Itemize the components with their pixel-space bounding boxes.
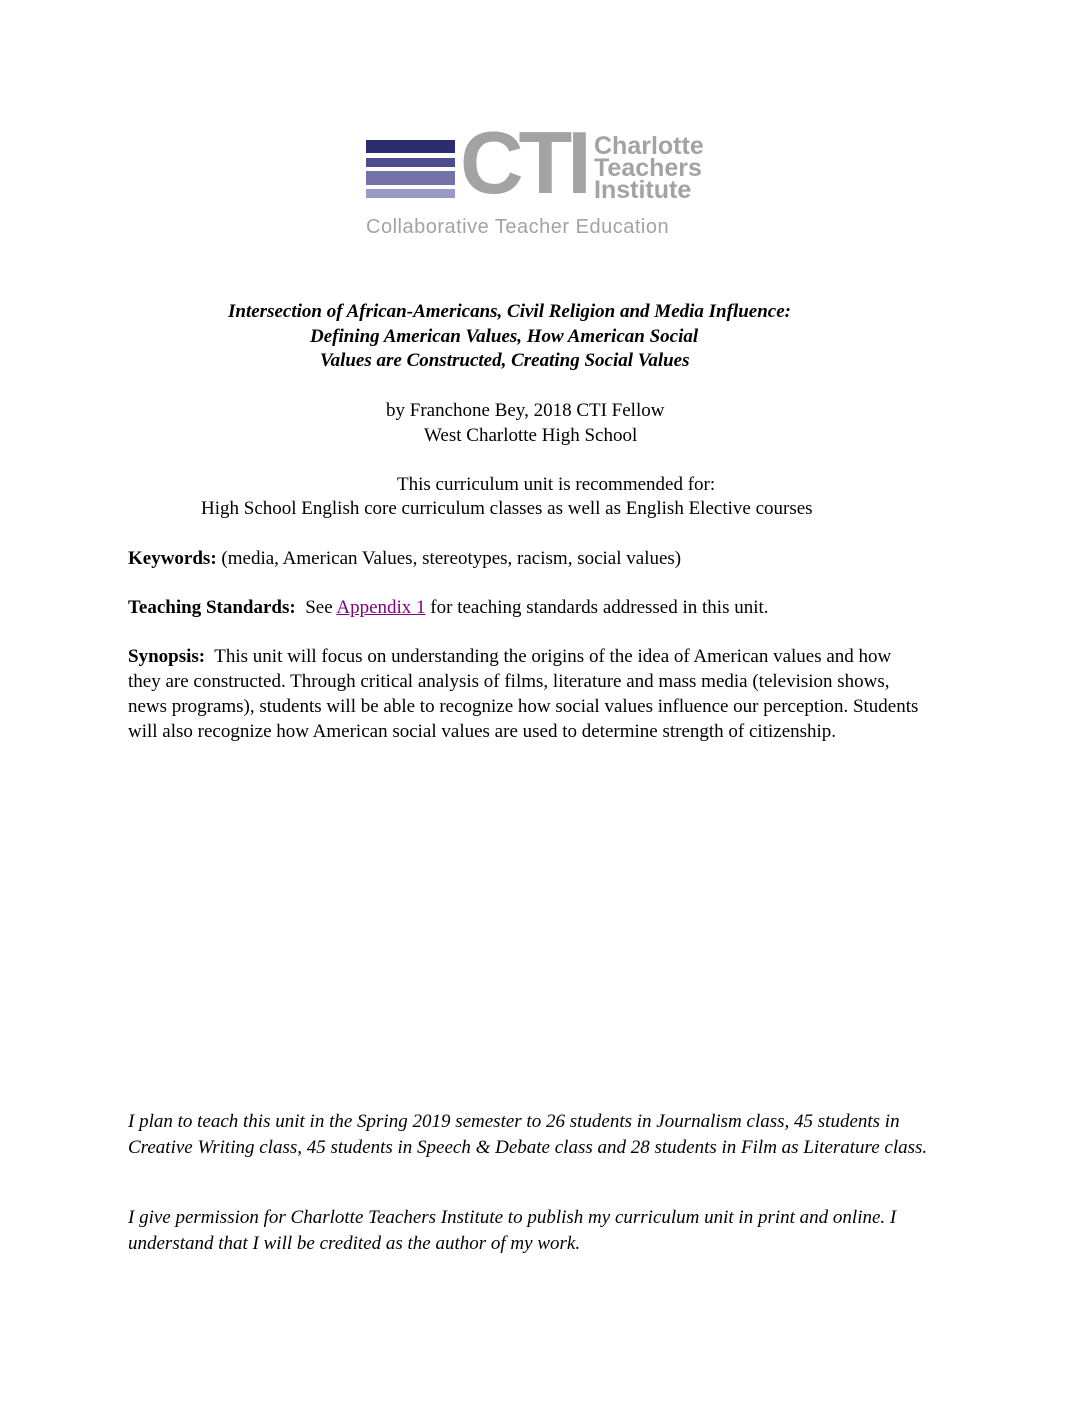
keywords-label: Keywords: (128, 548, 217, 569)
author-byline: by Franchone Bey, 2018 CTI Fellow (386, 400, 665, 421)
teaching-plan-statement: I plan to teach this unit in the Spring 2019 semester to 26 students in Journalism class, 45 students in Creative Writing class, 45 students in Speech & Debate class and 28 students in Film as Literature class. (128, 1111, 928, 1158)
teaching-standards-pre: See (295, 597, 337, 618)
logo-name-line: Charlotte (594, 132, 704, 160)
keywords-text: (media, American Values, stereotypes, racism, social values) (216, 548, 682, 569)
cti-logo (366, 113, 718, 245)
teaching-standards-post: for teaching standards addressed in this unit. (425, 597, 769, 618)
permission-statement: I give permission for Charlotte Teachers Institute to publish my curriculum unit in print and online. I understand that I will be credited as the author of my work. (128, 1207, 897, 1254)
synopsis-text: This unit will focus on understanding the origins of the idea of American values and how they are constructed. Through critical analysis of films, literature and mass media (television shows, news programs), students will be able to recognize how social values influence our perception. Students will also recognize how American social values are used to determine strength of citizenship. (128, 646, 924, 742)
unit-title-line-3: Values are Constructed, Creating Social Values (320, 350, 690, 371)
teaching-standards-label: Teaching Standards: (128, 597, 296, 618)
appendix-link[interactable]: Appendix 1 (336, 597, 426, 618)
logo-name-line: Institute (594, 176, 692, 204)
synopsis-label: Synopsis: (128, 646, 206, 667)
logo-stripe (366, 140, 455, 153)
logo-name-line: Teachers (594, 154, 702, 182)
teaching-standards-paragraph (128, 595, 928, 620)
logo-tagline: Collaborative Teacher Education (366, 216, 670, 238)
logo-stripe (366, 189, 455, 198)
logo-institute-name (594, 132, 704, 204)
author-school: West Charlotte High School (424, 425, 638, 446)
unit-title-line-1: Intersection of African-Americans, Civil Religion and Media Influence: (228, 301, 791, 322)
recommendation-audience: High School English core curriculum classes as well as English Elective courses (201, 498, 813, 519)
synopsis-paragraph (128, 644, 928, 744)
unit-title-line-2: Defining American Values, How American Social (310, 326, 699, 347)
logo-stripe (366, 171, 455, 185)
logo-stripe (366, 158, 455, 167)
keywords-paragraph (128, 546, 928, 571)
recommendation-intro: This curriculum unit is recommended for: (397, 474, 716, 495)
logo-cti-letters: CTI (460, 113, 587, 212)
